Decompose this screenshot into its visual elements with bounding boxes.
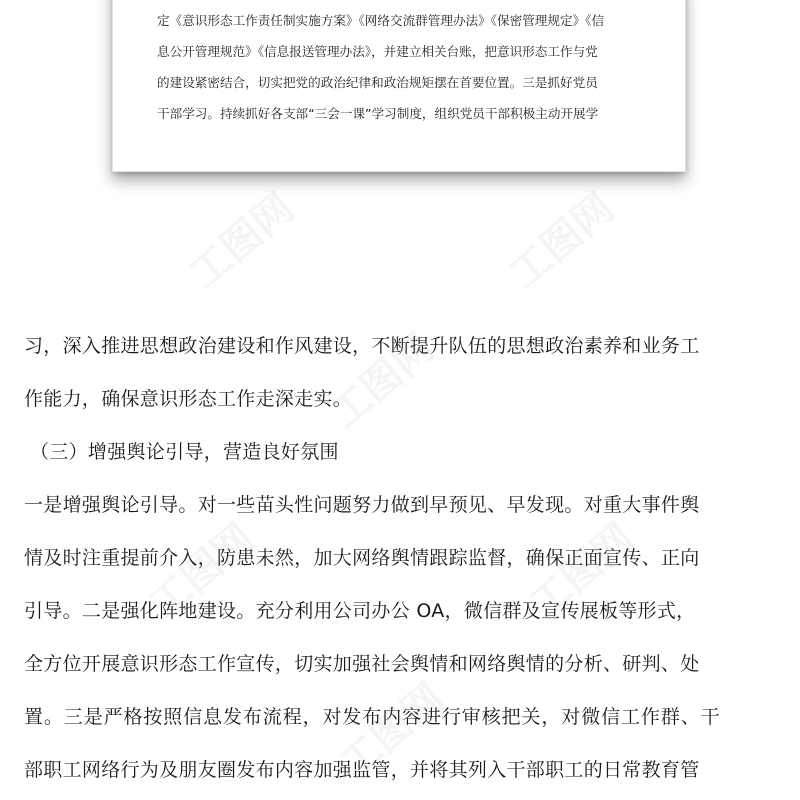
watermark: 工图网 — [181, 184, 303, 298]
body-line: 习，深入推进思想政治建设和作风建设，不断提升队伍的思想政治素养和业务工 — [24, 335, 700, 357]
preview-text — [157, 5, 657, 129]
body-line: 引导。二是强化阵地建设。充分利用公司办公 OA，微信群及宣传展板等形式， — [24, 600, 696, 622]
watermark: 工图网 — [521, 514, 643, 628]
body-line: 置。三是严格按照信息发布流程，对发布内容进行审核把关，对微信工作群、干 — [24, 706, 721, 728]
body-line: 一是增强舆论引导。对一些苗头性问题努力做到早预见、早发现。对重大事件舆 — [24, 494, 700, 516]
watermark: 工图网 — [141, 514, 263, 628]
body-line: 作能力，确保意识形态工作走深走实。 — [24, 388, 353, 410]
document-body — [24, 320, 784, 797]
preview-line: 定《意识形态工作责任制实施方案》《网络交流群管理办法》《保密管理规定》《信 — [157, 13, 605, 28]
preview-line: 干部学习。持续抓好各支部“三会一课”学习制度，组织党员干部积极主动开展学 — [157, 106, 599, 121]
preview-line: 的建设紧密结合，切实把党的政治纪律和政治规矩摆在首要位置。三是抓好党员 — [157, 75, 598, 90]
watermark: 工图网 — [501, 184, 623, 298]
document-preview-card — [112, 0, 686, 172]
preview-line: 息公开管理规范》《信息报送管理办法》，并建立相关台账，把意识形态工作与党 — [157, 44, 598, 59]
watermark: 工图网 — [331, 674, 453, 788]
body-line: 全方位开展意识形态工作宣传，切实加强社会舆情和网络舆情的分析、研判、处 — [24, 653, 700, 675]
section-heading: （三）增强舆论引导，营造良好氛围 — [30, 441, 339, 463]
body-line: 情及时注重提前介入，防患未然，加大网络舆情跟踪监督，确保正面宣传、正向 — [24, 547, 700, 569]
body-line: 部职工网络行为及朋友圈发布内容加强监管，并将其列入干部职工的日常教育管 — [24, 759, 700, 781]
watermark: 工图网 — [321, 324, 443, 438]
